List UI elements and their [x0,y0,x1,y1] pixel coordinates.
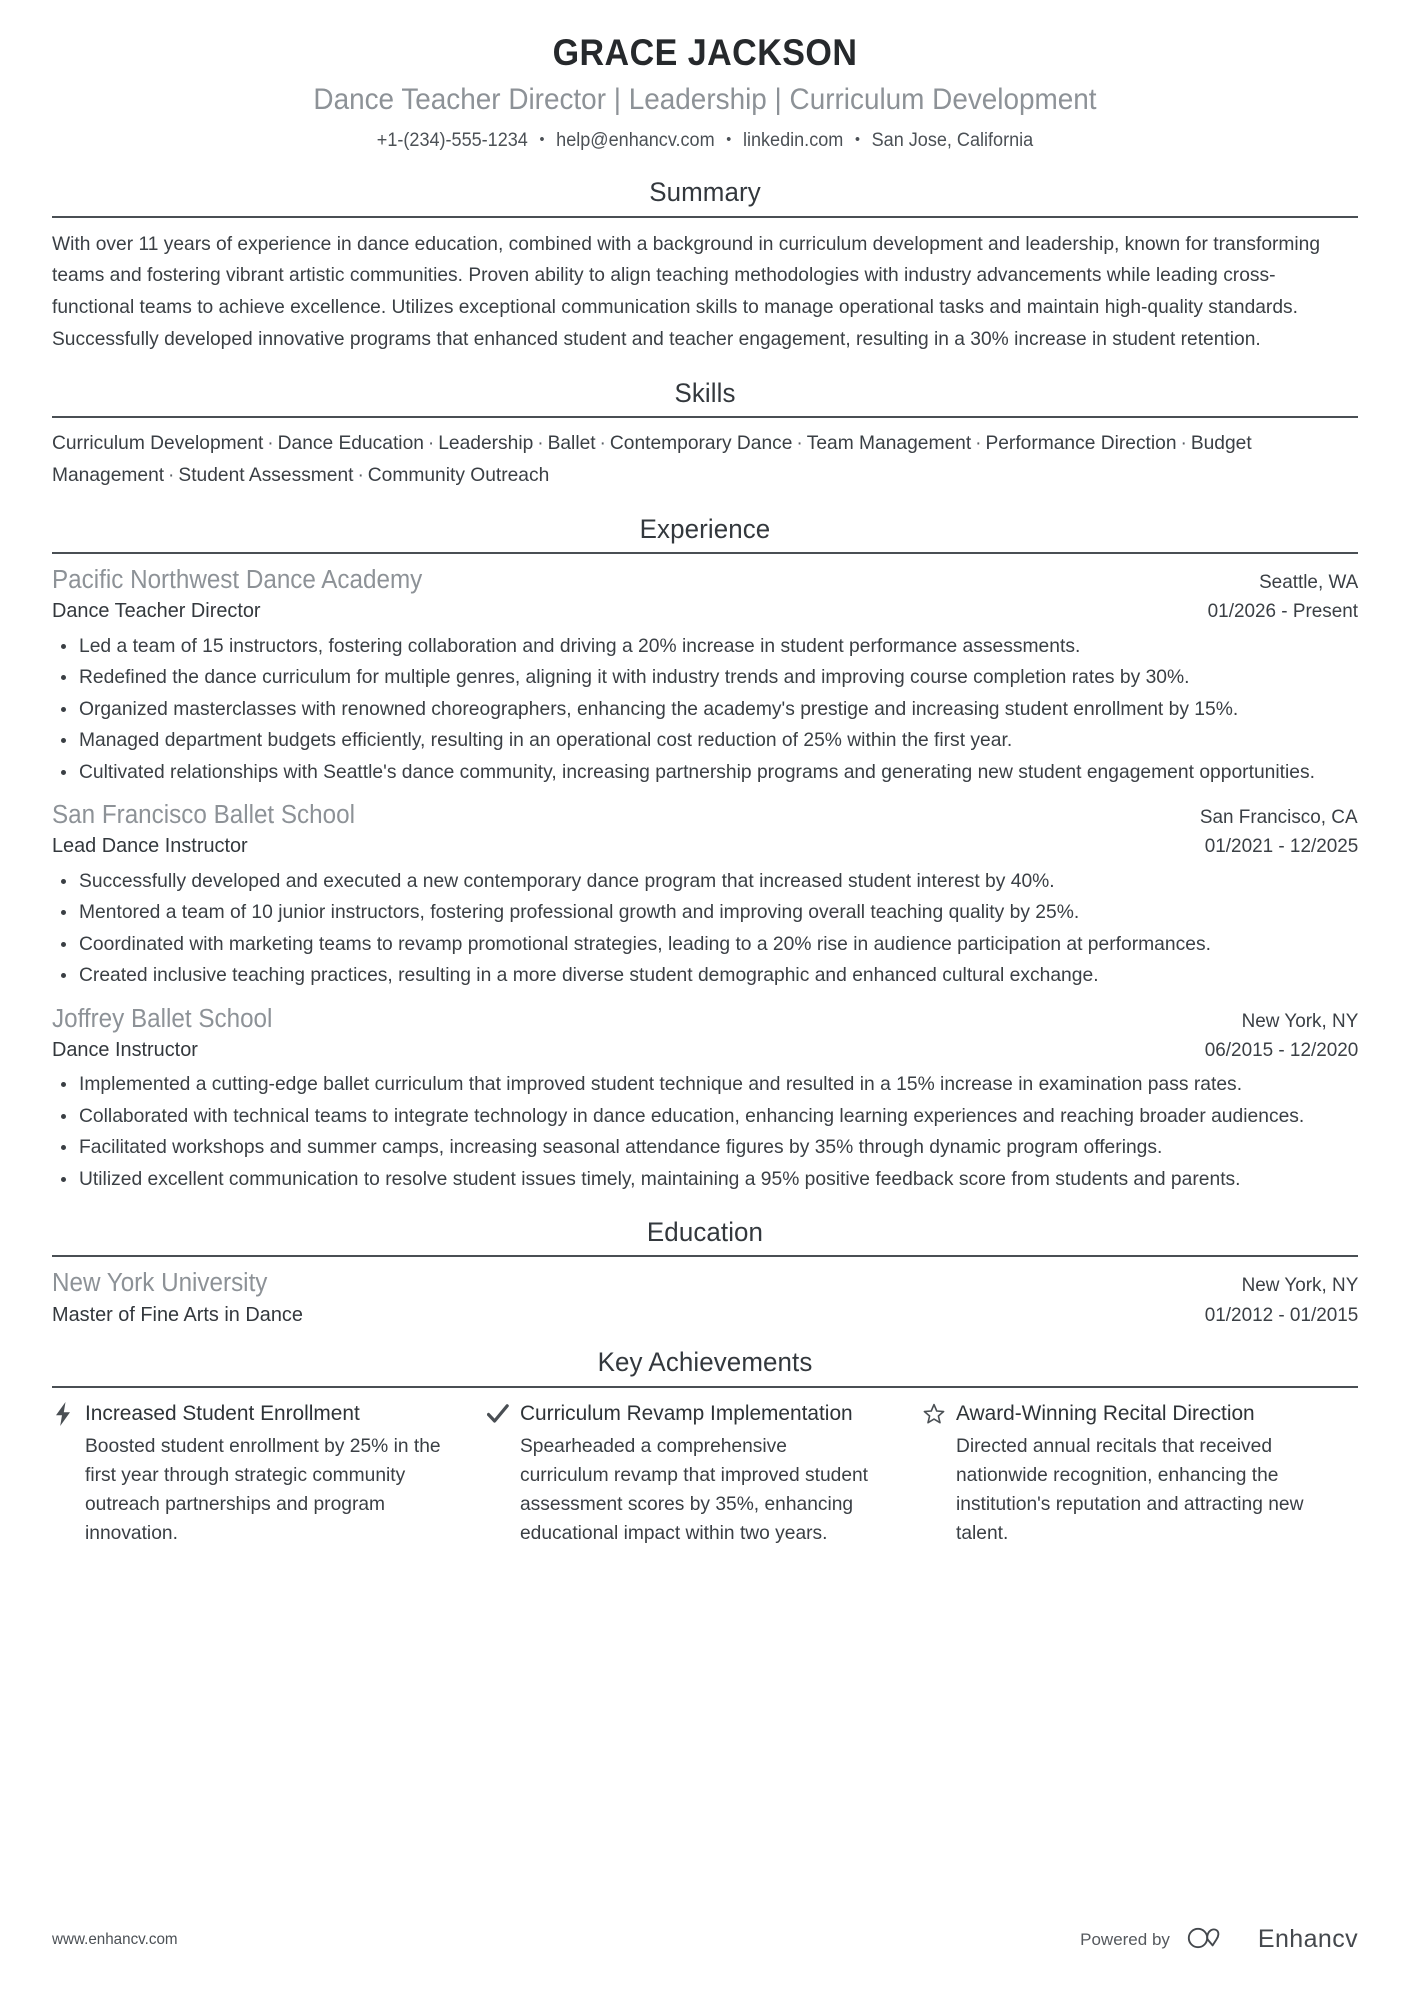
achievements-grid [52,1400,1358,1549]
experience-entry-header [52,564,1358,597]
experience-organization: San Francisco Ballet School [52,801,355,830]
experience-bullet [52,1101,1358,1131]
experience-bullet [52,960,1358,990]
section-divider [52,1255,1358,1257]
experience-bullet [52,694,1358,724]
page-footer [52,1922,1358,1957]
contact-email[interactable]: help@enhancv.com [556,129,715,151]
education-entry [52,1267,1358,1328]
experience-entry [52,799,1358,990]
experience-entry-subheader [52,597,1358,625]
education-entry-header [52,1267,1358,1300]
section-title-experience: Experience [639,513,771,544]
skill-separator-icon: · [975,432,982,455]
contact-location: San Jose, California [871,129,1034,151]
experience-bullet [52,1164,1358,1194]
achievement-header [487,1400,884,1428]
experience-entries [52,564,1358,1194]
education-degree: Master of Fine Arts in Dance [52,1302,303,1326]
experience-bullet-text: Coordinated with marketing teams to revamp promotional strategies, leading to a 20% rise in audience participation at performances. [79,932,1211,955]
skill-separator-icon: · [267,432,274,455]
education-institution: New York University [52,1269,268,1298]
achievement-description: Spearheaded a comprehensive curriculum revamp that improved student assessment scores by 35%, enhancing educational impact within two years. [520,1434,869,1545]
experience-location: San Francisco, CA [1200,806,1358,829]
achievement-item [923,1400,1358,1549]
achievement-item [487,1400,922,1549]
candidate-name: GRACE JACKSON [552,32,858,73]
skill-item: Team Management [806,432,972,455]
experience-bullet-text: Mentored a team of 10 junior instructors, fostering professional growth and improving overall teaching quality by 25%. [79,901,1080,924]
experience-bullet-text: Led a team of 15 instructors, fostering collaboration and driving a 20% increase in student performance assessments. [79,635,1081,658]
experience-entry-subheader [52,832,1358,860]
experience-bullet-list [52,631,1358,787]
achievement-description: Directed annual recitals that received nationwide recognition, enhancing the institution's reputation and attracting new talent. [955,1434,1304,1545]
achievement-title: Curriculum Revamp Implementation [520,1400,853,1425]
experience-bullet [52,1132,1358,1162]
education-location: New York, NY [1241,1274,1358,1297]
experience-bullet [52,662,1358,692]
section-key-achievements [52,1346,1358,1548]
skill-separator-icon: · [168,463,175,486]
skill-separator-icon: · [357,463,364,486]
experience-bullet-list [52,1069,1358,1194]
skill-separator-icon: · [427,432,435,455]
achievement-header [52,1400,449,1428]
enhancv-brand-name: Enhancv [1257,1925,1358,1953]
skill-item: Performance Direction [985,432,1177,455]
experience-bullet [52,725,1358,755]
skill-separator-icon: · [599,432,606,455]
contact-phone[interactable]: +1-(234)-555-1234 [376,129,528,151]
experience-role: Lead Dance Instructor [52,834,248,858]
skill-item: Leadership [438,432,534,455]
experience-bullet-text: Redefined the dance curriculum for multiple genres, aligning it with industry trends and improving course completion rates by 30%. [79,666,1190,689]
experience-bullet-list [52,866,1358,991]
skill-item: Ballet [547,432,596,455]
experience-organization: Pacific Northwest Dance Academy [52,566,423,595]
experience-bullet-text: Collaborated with technical teams to integrate technology in dance education, enhancing learning experiences and reaching broader audiences. [79,1104,1305,1127]
contact-separator-icon: • [726,130,732,148]
experience-entry-header [52,799,1358,832]
section-divider [52,416,1358,418]
experience-bullet-text: Cultivated relationships with Seattle's dance community, increasing partnership programs and generating new student engagement opportunities. [79,760,1315,783]
experience-dates: 06/2015 - 12/2020 [1204,1038,1358,1061]
skill-item: Dance Education [277,432,424,455]
experience-bullet-text: Implemented a cutting-edge ballet curriculum that improved student technique and resulted in a 15% increase in examination pass rates. [79,1073,1243,1096]
experience-bullet-text: Managed department budgets efficiently, resulting in an operational cost reduction of 25% within the first year. [79,729,1013,752]
achievement-title: Award-Winning Recital Direction [955,1400,1255,1425]
education-dates: 01/2012 - 01/2015 [1204,1303,1358,1326]
experience-bullet-text: Facilitated workshops and summer camps, increasing seasonal attendance figures by 35% through dynamic program offerings. [79,1136,1163,1159]
footer-powered-by-label: Powered by [1080,1929,1170,1949]
skill-separator-icon: · [796,432,803,455]
experience-location: New York, NY [1241,1009,1358,1032]
skill-item: Community Outreach [367,463,550,486]
section-divider [52,1386,1358,1388]
experience-bullet-text: Utilized excellent communication to resolve student issues timely, maintaining a 95% positive feedback score from students and parents. [79,1167,1241,1190]
skill-item: Contemporary Dance [609,432,793,455]
experience-location: Seattle, WA [1258,571,1358,594]
section-summary [52,176,1358,355]
experience-dates: 01/2021 - 12/2025 [1204,835,1358,858]
education-entry-subheader [52,1301,1358,1329]
experience-entry-header [52,1003,1358,1036]
candidate-headline: Dance Teacher Director | Leadership | Curriculum Development [313,83,1097,117]
experience-bullet [52,631,1358,661]
summary-text: With over 11 years of experience in dance education, combined with a background in curriculum development and leadership, known for transforming teams and fostering vibrant artistic communities. Proven ability to align teaching methodologies with industry advancements while leading cross-functional teams to achieve excellence. Utilizes exceptional communication skills to manage operational tasks and maintain high-quality standards. Successfully developed innovative programs that enhanced student and teacher engagement, resulting in a 30% increase in student retention. [52,232,1321,350]
section-title-summary: Summary [649,177,761,208]
education-entries [52,1267,1358,1328]
experience-bullet [52,866,1358,896]
skills-list [52,428,1338,490]
enhancv-logo-icon [1184,1922,1244,1957]
contact-separator-icon: • [539,130,545,148]
achievement-title: Increased Student Enrollment [85,1400,360,1425]
section-experience [52,513,1358,1194]
skill-item: Student Assessment [178,463,354,486]
experience-entry [52,1003,1358,1194]
experience-role: Dance Instructor [52,1037,198,1061]
experience-entry-subheader [52,1036,1358,1064]
experience-entry [52,564,1358,787]
contact-line [85,127,1326,155]
experience-bullet [52,897,1358,927]
experience-bullet-text: Successfully developed and executed a new contemporary dance program that increased student interest by 40%. [79,869,1055,892]
skill-item: Curriculum Development [52,432,264,455]
experience-bullet [52,929,1358,959]
contact-separator-icon: • [854,130,860,148]
experience-organization: Joffrey Ballet School [52,1004,273,1033]
section-skills [52,377,1358,491]
experience-role: Dance Teacher Director [52,599,261,623]
footer-brand [1080,1922,1358,1957]
section-divider [52,552,1358,554]
skill-item: Budget Management [52,432,1252,486]
lightning-bolt-icon [52,1401,74,1427]
checkmark-icon [487,1401,509,1427]
section-title-education: Education [646,1216,764,1247]
experience-bullet [52,1069,1358,1099]
resume-header [52,30,1358,154]
experience-dates: 01/2026 - Present [1207,600,1358,623]
skill-separator-icon: · [1180,432,1187,455]
section-education [52,1216,1358,1328]
achievement-description: Boosted student enrollment by 25% in the first year through strategic community outreach partnerships and program innovation. [85,1434,441,1545]
achievement-item [52,1400,487,1549]
experience-bullet-text: Organized masterclasses with renowned choreographers, enhancing the academy's prestige and increasing student enrollment by 15%. [79,697,1239,720]
experience-bullet-text: Created inclusive teaching practices, resulting in a more diverse student demographic and enhanced cultural exchange. [79,964,1099,987]
section-title-key-achievements: Key Achievements [597,1347,813,1378]
footer-website-link[interactable]: www.enhancv.com [52,1930,178,1948]
experience-bullet [52,757,1358,787]
section-title-skills: Skills [674,378,736,409]
section-divider [52,216,1358,218]
contact-linkedin[interactable]: linkedin.com [742,129,844,151]
skill-separator-icon: · [537,432,544,455]
star-icon [923,1401,945,1427]
achievement-header [923,1400,1320,1428]
